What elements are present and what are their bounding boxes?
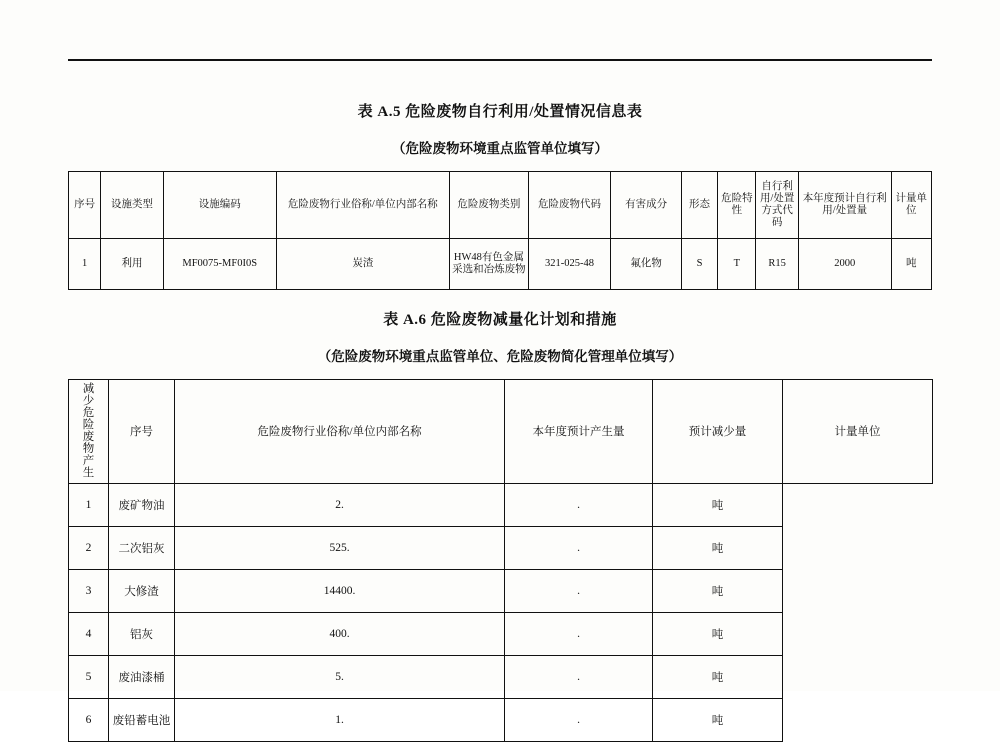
th-unit: 计量单位 — [783, 380, 933, 484]
cell-form: S — [681, 239, 717, 290]
th-form: 形态 — [681, 172, 717, 239]
cell-planned-generation: 2. — [175, 483, 505, 526]
document-content — [68, 80, 932, 742]
th-waste-category: 危险废物类别 — [450, 172, 529, 239]
cell-planned-reduction: . — [505, 612, 653, 655]
table-a6-side-label — [69, 380, 109, 484]
cell-planned-reduction: . — [505, 526, 653, 569]
table-a6-section — [68, 308, 932, 742]
cell-planned-amount: 2000 — [798, 239, 891, 290]
th-seq: 序号 — [109, 380, 175, 484]
cell-waste-name: 废铅蓄电池 — [109, 698, 175, 741]
cell-planned-generation: 1. — [175, 698, 505, 741]
table-a6-header-row — [69, 380, 933, 484]
th-hazard-property: 危险特性 — [718, 172, 756, 239]
th-waste-code: 危险废物代码 — [528, 172, 611, 239]
cell-planned-reduction: . — [505, 483, 653, 526]
th-unit: 计量单位 — [891, 172, 931, 239]
cell-waste-category: HW48有色金属采选和冶炼废物 — [450, 239, 529, 290]
th-waste-name: 危险废物行业俗称/单位内部名称 — [175, 380, 505, 484]
table-a5-header-row — [69, 172, 932, 239]
table-row — [69, 655, 933, 698]
cell-planned-reduction: . — [505, 698, 653, 741]
cell-planned-generation: 525. — [175, 526, 505, 569]
cell-waste-code: 321-025-48 — [528, 239, 611, 290]
cell-seq: 5 — [69, 655, 109, 698]
cell-seq: 1 — [69, 483, 109, 526]
table-a6-title: 表 A.6 危险废物减量化计划和措施 — [383, 312, 617, 328]
cell-waste-name: 铝灰 — [109, 612, 175, 655]
cell-waste-name: 大修渣 — [109, 569, 175, 612]
cell-planned-generation: 5. — [175, 655, 505, 698]
cell-seq: 2 — [69, 526, 109, 569]
cell-waste-name: 废油漆桶 — [109, 655, 175, 698]
table-a5-title: 表 A.5 危险废物自行利用/处置情况信息表 — [357, 104, 643, 120]
th-planned-amount: 本年度预计自行利用/处置量 — [798, 172, 891, 239]
cell-method-code: R15 — [756, 239, 798, 290]
cell-unit: 吨 — [653, 698, 783, 741]
cell-unit: 吨 — [653, 483, 783, 526]
cell-unit: 吨 — [653, 526, 783, 569]
cell-hazard-property: T — [718, 239, 756, 290]
cell-facility-code: MF0075-MF0I0S — [163, 239, 276, 290]
table-row — [69, 483, 933, 526]
cell-facility-type: 利用 — [101, 239, 164, 290]
cell-waste-name: 废矿物油 — [109, 483, 175, 526]
cell-seq: 6 — [69, 698, 109, 741]
th-facility-code: 设施编码 — [163, 172, 276, 239]
table-a5-section — [68, 100, 932, 290]
table-a6 — [68, 379, 933, 742]
page-top-rule — [68, 59, 932, 61]
th-waste-name: 危险废物行业俗称/单位内部名称 — [276, 172, 449, 239]
cell-planned-generation: 14400. — [175, 569, 505, 612]
table-a5 — [68, 171, 932, 290]
th-planned-reduction: 预计减少量 — [653, 380, 783, 484]
th-facility-type: 设施类型 — [101, 172, 164, 239]
cell-waste-name: 二次铝灰 — [109, 526, 175, 569]
cell-harmful-component: 氟化物 — [611, 239, 682, 290]
cell-seq: 3 — [69, 569, 109, 612]
table-a5-subtitle: （危险废物环境重点监管单位填写） — [392, 141, 608, 156]
table-row — [69, 239, 932, 290]
th-seq: 序号 — [69, 172, 101, 239]
cell-unit: 吨 — [653, 569, 783, 612]
cell-seq: 4 — [69, 612, 109, 655]
table-row — [69, 612, 933, 655]
cell-unit: 吨 — [653, 655, 783, 698]
table-row — [69, 526, 933, 569]
th-method-code: 自行利用/处置方式代码 — [756, 172, 798, 239]
table-a6-subtitle: （危险废物环境重点监管单位、危险废物简化管理单位填写） — [317, 349, 683, 364]
cell-seq: 1 — [69, 239, 101, 290]
cell-waste-name: 炭渣 — [276, 239, 449, 290]
table-row — [69, 569, 933, 612]
cell-unit: 吨 — [891, 239, 931, 290]
cell-unit: 吨 — [653, 612, 783, 655]
side-label-text: 减少危险废物产生 — [82, 383, 95, 480]
cell-planned-generation: 400. — [175, 612, 505, 655]
th-harmful-component: 有害成分 — [611, 172, 682, 239]
table-row — [69, 698, 933, 741]
th-planned-generation: 本年度预计产生量 — [505, 380, 653, 484]
cell-planned-reduction: . — [505, 655, 653, 698]
cell-planned-reduction: . — [505, 569, 653, 612]
